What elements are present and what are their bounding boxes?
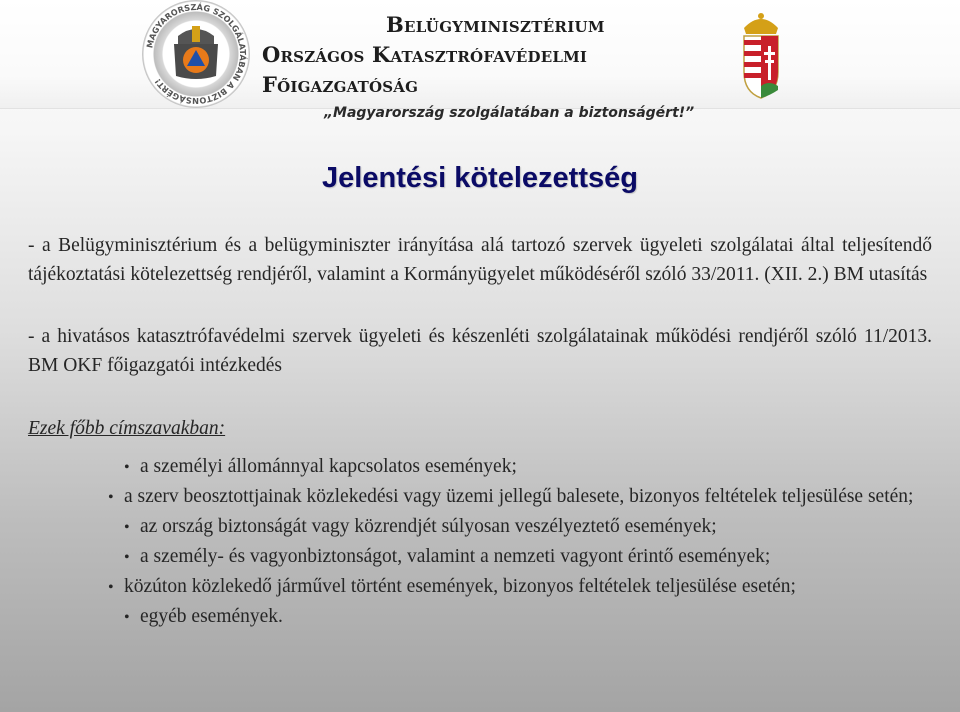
- agency-name: Országos Katasztrófavédelmi Főigazgatóság: [262, 42, 588, 97]
- regulation-paragraph-1: - a Belügyminisztérium és a belügyminiszter irányítása alá tartozó szervek ügyeleti szolgálatai által teljesítendő tájékoztatási kötelezettség rendjéről, valamint a Kormányügyelet működéséről szóló 33/2011. (XII. 2.) BM utasítás: [28, 235, 932, 285]
- regulation-paragraph-2: - a hivatásos katasztrófavédelmi szervek ügyeleti és készenléti szolgálatainak működési rendjéről szóló 11/2013. BM OKF főigazgatói intézkedés: [28, 326, 932, 376]
- bullet-icon: •: [108, 489, 114, 506]
- list-item: • a személyi állománnyal kapcsolatos események;: [124, 452, 924, 482]
- bullet-icon: •: [124, 519, 130, 536]
- bullet-icon: •: [124, 459, 130, 476]
- ministry-name: Belügyminisztérium: [386, 12, 605, 37]
- header-banner: [0, 0, 960, 121]
- svg-text:MAGYARORSZÁG SZOLGÁLATÁBAN A B: MAGYARORSZÁG SZOLGÁLATÁBAN A BIZTONSÁGÉRT!: [144, 1, 249, 107]
- bullet-icon: •: [124, 549, 130, 566]
- hungarian-coat-of-arms-icon: [738, 6, 784, 100]
- list-item: • a személy- és vagyonbiztonságot, valamint a nemzeti vagyont érintő események;: [124, 542, 924, 572]
- page-title: Jelentési kötelezettség: [322, 162, 638, 194]
- bullet-icon: •: [124, 609, 130, 626]
- event-list: [108, 452, 924, 632]
- helmet-triangle-emblem: [168, 22, 224, 82]
- list-item: • egyéb események.: [124, 602, 924, 632]
- agency-slogan: „Magyarország szolgálatában a biztonságért!”: [324, 105, 695, 121]
- list-item: • az ország biztonságát vagy közrendjét súlyosan veszélyeztető események;: [124, 512, 924, 542]
- section-title: Ezek főbb címszavakban:: [28, 418, 226, 439]
- bullet-icon: •: [108, 579, 114, 596]
- list-item: • a szerv beosztottjainak közlekedési vagy üzemi jellegű balesete, bizonyos feltételek teljesülése setén;: [108, 482, 944, 512]
- list-item: • közúton közlekedő járművel történt események, bizonyos feltételek teljesülése esetén;: [108, 572, 924, 602]
- header-title-block: [262, 10, 732, 126]
- agency-seal-logo: [142, 0, 250, 108]
